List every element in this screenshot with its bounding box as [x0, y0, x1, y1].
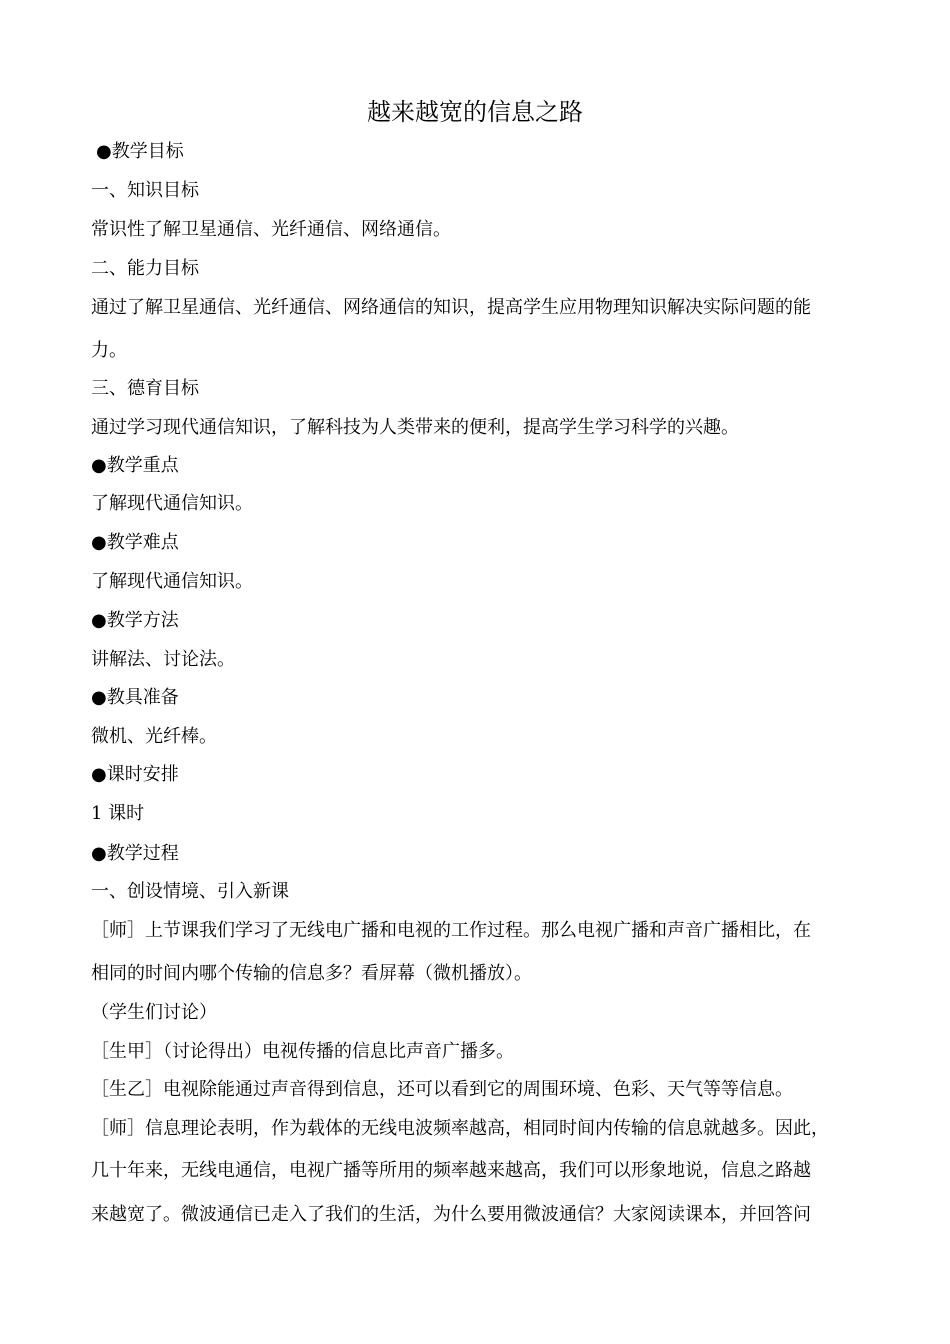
paragraph-line: 了解现代通信知识。 — [91, 571, 253, 592]
paragraph-line: 通过学习现代通信知识，了解科技为人类带来的便利，提高学生学习科学的兴趣。 — [91, 417, 739, 438]
heading-teaching-goals: ●教学目标 — [96, 141, 184, 162]
paragraph-line: ［生甲］（讨论得出）电视传播的信息比声音广播多。 — [91, 1041, 514, 1062]
paragraph-line: ［生乙］电视除能通过声音得到信息，还可以看到它的周围环境、色彩、天气等等信息。 — [91, 1079, 793, 1100]
paragraph-line: 了解现代通信知识。 — [91, 493, 253, 514]
paragraph-line: 通过了解卫星通信、光纤通信、网络通信的知识，提高学生应用物理知识解决实际问题的能 — [91, 297, 811, 318]
paragraph-line: 来越宽了。微波通信已走入了我们的生活，为什么要用微波通信？大家阅读课本，并回答问 — [91, 1204, 811, 1225]
subheading-knowledge-goal: 一、知识目标 — [91, 180, 199, 201]
subheading-intro: 一、创设情境、引入新课 — [91, 881, 289, 902]
heading-teaching-tools: ●教具准备 — [91, 687, 179, 708]
subheading-ability-goal: 二、能力目标 — [91, 258, 199, 279]
paragraph-line: 1 课时 — [91, 803, 145, 824]
heading-teaching-process: ●教学过程 — [91, 843, 179, 864]
subheading-moral-goal: 三、德育目标 — [91, 378, 199, 399]
heading-class-schedule: ●课时安排 — [91, 764, 179, 785]
paragraph-line: 常识性了解卫星通信、光纤通信、网络通信。 — [91, 219, 451, 240]
heading-teaching-focus: ●教学重点 — [91, 455, 179, 476]
paragraph-line: ［师］上节课我们学习了无线电广播和电视的工作过程。那么电视广播和声音广播相比，在 — [91, 920, 811, 941]
document-title: 越来越宽的信息之路 — [367, 98, 583, 126]
heading-teaching-difficulty: ●教学难点 — [91, 532, 179, 553]
paragraph-line: 几十年来，无线电通信，电视广播等所用的频率越来越高，我们可以形象地说，信息之路越 — [91, 1160, 811, 1181]
paragraph-line: 微机、光纤棒。 — [91, 726, 217, 747]
paragraph-line: 相同的时间内哪个传输的信息多？看屏幕（微机播放）。 — [91, 963, 532, 984]
heading-teaching-method: ●教学方法 — [91, 610, 179, 631]
paragraph-line: 讲解法、讨论法。 — [91, 649, 235, 670]
paragraph-line: （学生们讨论） — [91, 1002, 217, 1023]
paragraph-line: ［师］信息理论表明，作为载体的无线电波频率越高，相同时间内传输的信息就越多。因此， — [91, 1118, 829, 1139]
paragraph-line: 力。 — [91, 340, 127, 361]
